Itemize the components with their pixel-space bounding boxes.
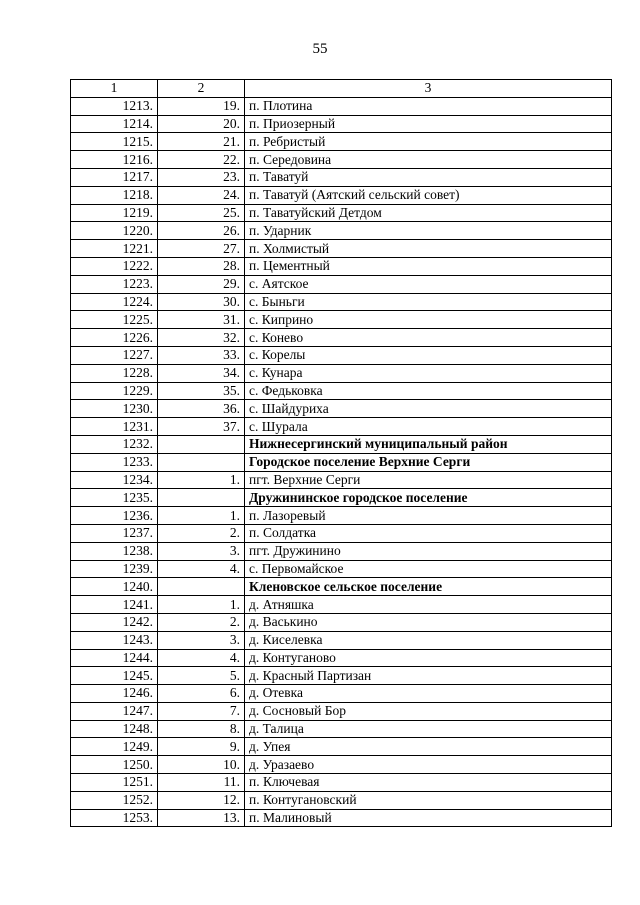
- row-number-cell: 1225.: [71, 311, 158, 329]
- table-row: [71, 275, 612, 293]
- row-number-cell: 1222.: [71, 257, 158, 275]
- settlement-name-cell: д. Отевка: [245, 685, 612, 703]
- row-number-cell: 1213.: [71, 97, 158, 115]
- row-number-cell: 1224.: [71, 293, 158, 311]
- local-number-cell: 26.: [158, 222, 245, 240]
- settlement-name-cell: с. Киприно: [245, 311, 612, 329]
- local-number-cell: 1.: [158, 471, 245, 489]
- table-row: [71, 418, 612, 436]
- settlement-name-cell: п. Середовина: [245, 151, 612, 169]
- local-number-cell: 33.: [158, 346, 245, 364]
- column-header-1: 1: [71, 80, 158, 98]
- local-number-cell: 6.: [158, 685, 245, 703]
- settlement-name-cell: п. Контугановский: [245, 791, 612, 809]
- table-row: [71, 97, 612, 115]
- settlement-name-cell: п. Солдатка: [245, 524, 612, 542]
- row-number-cell: 1221.: [71, 240, 158, 258]
- settlement-name-cell: п. Таватуй: [245, 168, 612, 186]
- table-row: [71, 702, 612, 720]
- settlement-name-cell: с. Первомайское: [245, 560, 612, 578]
- row-number-cell: 1242.: [71, 613, 158, 631]
- row-number-cell: 1231.: [71, 418, 158, 436]
- settlement-name-cell: пгт. Верхние Серги: [245, 471, 612, 489]
- settlement-name-cell: с. Конево: [245, 329, 612, 347]
- row-number-cell: 1215.: [71, 133, 158, 151]
- local-number-cell: 19.: [158, 97, 245, 115]
- table-row: [71, 329, 612, 347]
- row-number-cell: 1243.: [71, 631, 158, 649]
- settlement-name-cell: п. Ребристый: [245, 133, 612, 151]
- settlement-name-cell: п. Малиновый: [245, 809, 612, 827]
- local-number-cell: 32.: [158, 329, 245, 347]
- settlement-name-cell: п. Лазоревый: [245, 507, 612, 525]
- local-number-cell: 23.: [158, 168, 245, 186]
- local-number-cell: 5.: [158, 667, 245, 685]
- settlement-name-cell: д. Контуганово: [245, 649, 612, 667]
- page-number: 55: [312, 41, 328, 57]
- row-number-cell: 1248.: [71, 720, 158, 738]
- settlement-name-cell: д. Атняшка: [245, 596, 612, 614]
- settlement-name-cell: пгт. Дружинино: [245, 542, 612, 560]
- local-number-cell: 12.: [158, 791, 245, 809]
- row-number-cell: 1244.: [71, 649, 158, 667]
- row-number-cell: 1241.: [71, 596, 158, 614]
- settlement-name-cell: п. Приозерный: [245, 115, 612, 133]
- settlement-name-cell: п. Ключевая: [245, 774, 612, 792]
- table-row: [71, 204, 612, 222]
- row-number-cell: 1232.: [71, 435, 158, 453]
- row-number-cell: 1230.: [71, 400, 158, 418]
- local-number-cell: 13.: [158, 809, 245, 827]
- table-row: [71, 685, 612, 703]
- table-row: [71, 720, 612, 738]
- row-number-cell: 1226.: [71, 329, 158, 347]
- row-number-cell: 1246.: [71, 685, 158, 703]
- settlement-name-cell: п. Ударник: [245, 222, 612, 240]
- local-number-cell: 27.: [158, 240, 245, 258]
- table-row: [71, 151, 612, 169]
- row-number-cell: 1219.: [71, 204, 158, 222]
- table-row: [71, 631, 612, 649]
- row-number-cell: 1253.: [71, 809, 158, 827]
- table-row: [71, 435, 612, 453]
- row-number-cell: 1218.: [71, 186, 158, 204]
- row-number-cell: 1252.: [71, 791, 158, 809]
- settlement-name-cell: д. Сосновый Бор: [245, 702, 612, 720]
- local-number-cell: [158, 578, 245, 596]
- row-number-cell: 1237.: [71, 524, 158, 542]
- settlement-name-cell: Нижнесергинский муниципальный район: [245, 435, 612, 453]
- local-number-cell: 28.: [158, 257, 245, 275]
- settlement-name-cell: с. Шурала: [245, 418, 612, 436]
- table-row: [71, 115, 612, 133]
- table-row: [71, 489, 612, 507]
- settlement-name-cell: п. Таватуй (Аятский сельский совет): [245, 186, 612, 204]
- table-row: [71, 346, 612, 364]
- table-row: [71, 667, 612, 685]
- local-number-cell: 24.: [158, 186, 245, 204]
- table-row: [71, 809, 612, 827]
- local-number-cell: 22.: [158, 151, 245, 169]
- table-row: [71, 168, 612, 186]
- column-header-3: 3: [245, 80, 612, 98]
- row-number-cell: 1216.: [71, 151, 158, 169]
- settlement-name-cell: п. Плотина: [245, 97, 612, 115]
- local-number-cell: 7.: [158, 702, 245, 720]
- local-number-cell: 36.: [158, 400, 245, 418]
- row-number-cell: 1247.: [71, 702, 158, 720]
- local-number-cell: [158, 435, 245, 453]
- settlement-name-cell: Городское поселение Верхние Серги: [245, 453, 612, 471]
- settlement-name-cell: с. Быньги: [245, 293, 612, 311]
- local-number-cell: 1.: [158, 596, 245, 614]
- local-number-cell: 11.: [158, 774, 245, 792]
- local-number-cell: 21.: [158, 133, 245, 151]
- table-row: [71, 560, 612, 578]
- settlement-name-cell: п. Таватуйский Детдом: [245, 204, 612, 222]
- row-number-cell: 1234.: [71, 471, 158, 489]
- settlement-name-cell: Дружининское городское поселение: [245, 489, 612, 507]
- table-row: [71, 400, 612, 418]
- local-number-cell: [158, 453, 245, 471]
- local-number-cell: 9.: [158, 738, 245, 756]
- row-number-cell: 1236.: [71, 507, 158, 525]
- local-number-cell: 4.: [158, 560, 245, 578]
- table-row: [71, 471, 612, 489]
- table-row: [71, 578, 612, 596]
- table-row: [71, 222, 612, 240]
- row-number-cell: 1233.: [71, 453, 158, 471]
- local-number-cell: 1.: [158, 507, 245, 525]
- local-number-cell: 29.: [158, 275, 245, 293]
- settlement-name-cell: д. Красный Партизан: [245, 667, 612, 685]
- table-row: [71, 613, 612, 631]
- settlement-name-cell: д. Уразаево: [245, 756, 612, 774]
- row-number-cell: 1235.: [71, 489, 158, 507]
- table-row: [71, 542, 612, 560]
- row-number-cell: 1240.: [71, 578, 158, 596]
- table-row: [71, 791, 612, 809]
- settlement-name-cell: д. Упея: [245, 738, 612, 756]
- local-number-cell: 37.: [158, 418, 245, 436]
- table-row: [71, 240, 612, 258]
- table-row: [71, 738, 612, 756]
- row-number-cell: 1223.: [71, 275, 158, 293]
- settlement-name-cell: с. Корелы: [245, 346, 612, 364]
- row-number-cell: 1229.: [71, 382, 158, 400]
- table-row: [71, 382, 612, 400]
- table-row: [71, 133, 612, 151]
- settlement-name-cell: п. Цементный: [245, 257, 612, 275]
- row-number-cell: 1228.: [71, 364, 158, 382]
- table-row: [71, 293, 612, 311]
- row-number-cell: 1238.: [71, 542, 158, 560]
- local-number-cell: 31.: [158, 311, 245, 329]
- row-number-cell: 1251.: [71, 774, 158, 792]
- local-number-cell: 25.: [158, 204, 245, 222]
- settlement-name-cell: с. Шайдуриха: [245, 400, 612, 418]
- settlement-name-cell: Кленовское сельское поселение: [245, 578, 612, 596]
- table-row: [71, 524, 612, 542]
- local-number-cell: 20.: [158, 115, 245, 133]
- table-row: [71, 311, 612, 329]
- settlement-name-cell: с. Аятское: [245, 275, 612, 293]
- row-number-cell: 1245.: [71, 667, 158, 685]
- settlements-table: [70, 79, 612, 827]
- local-number-cell: 35.: [158, 382, 245, 400]
- local-number-cell: 3.: [158, 631, 245, 649]
- table-row: [71, 774, 612, 792]
- row-number-cell: 1250.: [71, 756, 158, 774]
- local-number-cell: 34.: [158, 364, 245, 382]
- local-number-cell: 4.: [158, 649, 245, 667]
- local-number-cell: 8.: [158, 720, 245, 738]
- local-number-cell: 10.: [158, 756, 245, 774]
- row-number-cell: 1239.: [71, 560, 158, 578]
- settlement-name-cell: с. Федьковка: [245, 382, 612, 400]
- settlement-name-cell: п. Холмистый: [245, 240, 612, 258]
- local-number-cell: [158, 489, 245, 507]
- local-number-cell: 3.: [158, 542, 245, 560]
- table-row: [71, 257, 612, 275]
- settlement-name-cell: д. Киселевка: [245, 631, 612, 649]
- table-row: [71, 756, 612, 774]
- local-number-cell: 30.: [158, 293, 245, 311]
- row-number-cell: 1227.: [71, 346, 158, 364]
- local-number-cell: 2.: [158, 524, 245, 542]
- column-header-2: 2: [158, 80, 245, 98]
- local-number-cell: 2.: [158, 613, 245, 631]
- row-number-cell: 1214.: [71, 115, 158, 133]
- settlement-name-cell: д. Талица: [245, 720, 612, 738]
- settlement-name-cell: д. Васькино: [245, 613, 612, 631]
- table-body: [71, 97, 612, 827]
- table-row: [71, 453, 612, 471]
- table-row: [71, 186, 612, 204]
- table-row: [71, 507, 612, 525]
- table-row: [71, 649, 612, 667]
- table-row: [71, 596, 612, 614]
- row-number-cell: 1220.: [71, 222, 158, 240]
- settlement-name-cell: с. Кунара: [245, 364, 612, 382]
- table-header-row: [71, 80, 612, 98]
- row-number-cell: 1217.: [71, 168, 158, 186]
- table-row: [71, 364, 612, 382]
- row-number-cell: 1249.: [71, 738, 158, 756]
